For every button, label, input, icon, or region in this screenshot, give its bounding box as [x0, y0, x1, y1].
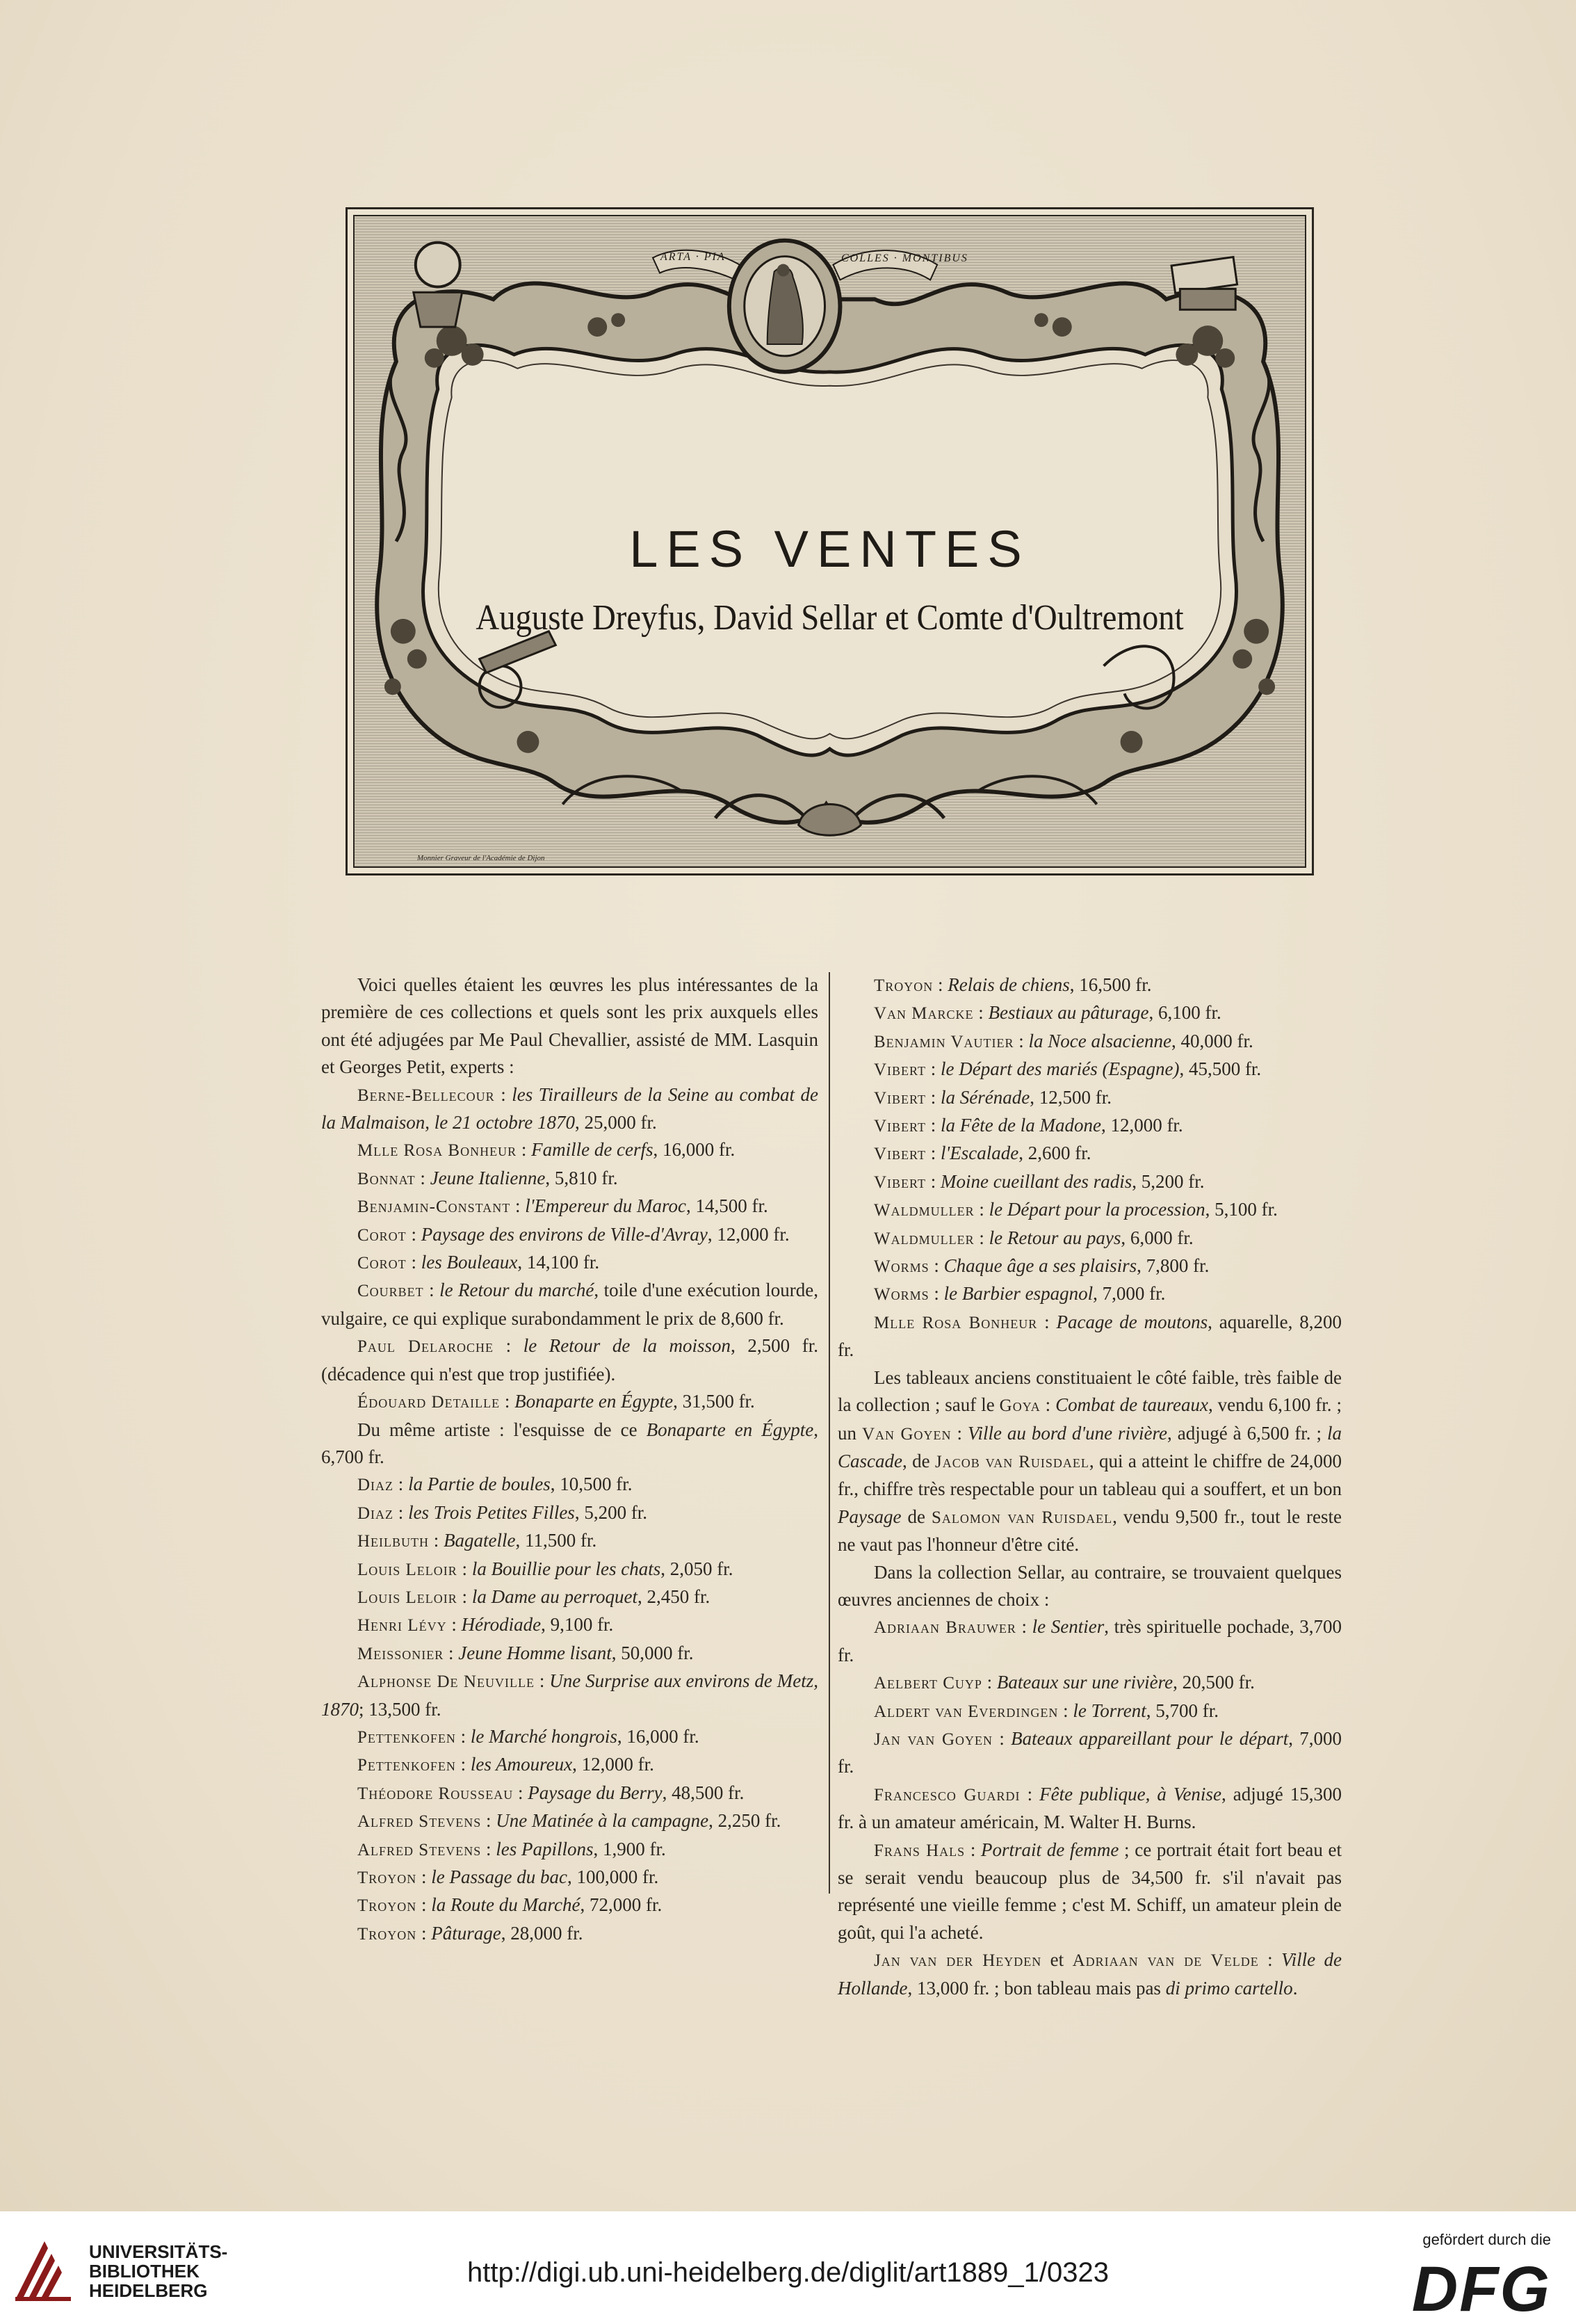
text-run: :	[925, 1143, 941, 1164]
paragraph	[838, 1559, 1342, 1614]
artist-name: Diaz	[357, 1503, 394, 1523]
text-run: , 16,000 fr.	[653, 1139, 736, 1161]
text-run: , 11,500 fr.	[515, 1530, 597, 1551]
artist-name: Alfred Stevens	[357, 1840, 482, 1859]
text-run: , 9,100 fr.	[541, 1614, 614, 1636]
paragraph	[838, 1168, 1342, 1196]
artist-name: Aelbert Cuyp	[874, 1674, 982, 1693]
text-run: :	[973, 1002, 989, 1024]
text-run: , 6,700 fr.	[321, 1419, 818, 1467]
right-text-column	[838, 971, 1342, 2002]
text-run: de	[901, 1506, 932, 1527]
artist-name: Jacob van Ruisdael	[935, 1452, 1089, 1471]
artist-name: Courbet	[357, 1282, 424, 1301]
artwork-title: la Partie de boules	[408, 1474, 551, 1495]
artwork-title: la Route du Marché	[431, 1894, 580, 1916]
paragraph	[321, 1527, 818, 1555]
text-run: , 5,200 fr.	[1132, 1170, 1205, 1192]
artwork-title: le Départ des mariés (Espagne)	[941, 1058, 1180, 1080]
artist-name: Paul Delaroche	[357, 1337, 494, 1357]
artwork-title: Paysage	[838, 1506, 902, 1527]
paragraph	[321, 1388, 818, 1416]
engraved-frame	[353, 215, 1306, 868]
artwork-title: la Cascade	[838, 1422, 1342, 1471]
artist-name: Troyon	[357, 1896, 417, 1916]
artwork-title: l'Empereur du Maroc	[525, 1195, 686, 1217]
paragraph	[321, 1640, 818, 1668]
artist-name: Goya	[999, 1396, 1041, 1416]
paragraph	[321, 1136, 818, 1164]
permalink-url[interactable]: http://digi.ub.uni-heidelberg.de/diglit/art1889_1/0323	[467, 2257, 1109, 2288]
text-run: :	[951, 1422, 968, 1444]
artwork-title: Pacage de moutons	[1056, 1311, 1208, 1332]
text-run: , 40,000 fr.	[1171, 1030, 1253, 1051]
text-run: ; 13,500 fr.	[359, 1698, 441, 1720]
artist-name: Worms	[874, 1257, 929, 1277]
paragraph	[838, 1697, 1342, 1725]
text-run: :	[416, 1922, 432, 1944]
text-run: :	[446, 1614, 462, 1636]
artwork-title: le Sentier	[1032, 1616, 1105, 1638]
artist-name: Édouard Detaille	[357, 1393, 501, 1412]
text-run: Voici quelles étaient les œuvres les plus intéressantes de la première de ces collections et quels sont les prix auxquels elles ont été adjugées par Me Paul Chevallier, assisté de MM. Lasquin et Georges Petit, experts :	[321, 974, 818, 1078]
text-run: , 2,250 fr.	[708, 1810, 781, 1832]
paragraph	[321, 1277, 818, 1332]
paragraph	[321, 1920, 818, 1948]
artist-name: Meissonier	[357, 1644, 444, 1663]
artwork-title: les Tirailleurs de la Seine au combat de la Malmaison, le 21 octobre 1870	[321, 1083, 818, 1133]
artwork-title: Pâturage	[431, 1922, 501, 1944]
page-subtitle: Auguste Dreyfus, David Sellar et Comte d'Oultremont	[476, 598, 1184, 638]
artist-name: Diaz	[357, 1476, 394, 1495]
artwork-title: Chaque âge a ses plaisirs	[943, 1255, 1137, 1277]
artwork-title: la Fête de la Madone	[941, 1115, 1101, 1136]
artwork-title: Bestiaux au pâturage	[988, 1002, 1149, 1024]
text-run: , 5,700 fr.	[1146, 1700, 1219, 1721]
text-run: :	[455, 1754, 471, 1775]
artist-name: Louis Leloir	[357, 1560, 457, 1579]
artist-name: Waldmuller	[874, 1229, 975, 1248]
artwork-title: Bonaparte en Égypte	[646, 1419, 814, 1440]
artwork-title: Relais de chiens	[948, 974, 1070, 995]
paragraph	[321, 1751, 818, 1779]
text-run: et	[1041, 1949, 1073, 1971]
artist-name: Salomon van Ruisdael	[931, 1508, 1113, 1527]
text-run: , adjugé 15,300 fr. à un amateur américain, M. Walter H. Burns.	[838, 1783, 1342, 1833]
paragraph	[838, 1140, 1342, 1168]
paragraph	[321, 1556, 818, 1583]
text-run: :	[974, 1199, 989, 1220]
text-run: , très spirituelle pochade, 3,700 fr.	[838, 1616, 1342, 1665]
artwork-title: le Torrent	[1073, 1700, 1146, 1721]
paragraph	[321, 1668, 818, 1723]
text-run: , aquarelle, 8,200 fr.	[838, 1311, 1342, 1361]
artwork-title: Ville au bord d'une rivière	[967, 1422, 1168, 1444]
artwork-title: Famille de cerfs	[531, 1139, 653, 1161]
text-run: , de	[902, 1450, 935, 1471]
text-run: Du même artiste : l'esquisse de ce	[357, 1419, 647, 1440]
text-run: :	[933, 974, 948, 995]
paragraph	[321, 1081, 818, 1137]
text-run: , vendu 9,500 fr., tout le reste ne vaut pas l'honneur d'être cité.	[838, 1506, 1342, 1556]
text-run: :	[416, 1894, 432, 1916]
artist-name: Troyon	[874, 976, 934, 995]
text-run: , 2,050 fr.	[660, 1558, 733, 1579]
artwork-title: le Passage du bac	[431, 1866, 568, 1887]
text-run: :	[393, 1501, 409, 1523]
artist-name: Van Marcke	[874, 1004, 974, 1024]
text-run: , 12,000 fr.	[707, 1223, 790, 1245]
text-run: , 100,000 fr.	[567, 1866, 659, 1887]
artist-name: Jan van Goyen	[874, 1729, 993, 1749]
text-run: :	[925, 1170, 941, 1192]
page-title: LES VENTES	[629, 520, 1030, 578]
artwork-title: Ville de Hollande	[838, 1949, 1342, 1999]
text-run: :	[929, 1255, 944, 1277]
text-run: :	[393, 1474, 409, 1495]
engraver-credit: Monnier Graveur de l'Académie de Dijon	[417, 854, 545, 862]
text-run: , 5,100 fr.	[1205, 1199, 1278, 1220]
text-run: :	[444, 1642, 459, 1663]
artwork-title: le Marché hongrois	[470, 1725, 617, 1747]
text-run: :	[929, 1283, 944, 1305]
artwork-title: Bateaux appareillant pour le départ	[1011, 1727, 1289, 1749]
artwork-title: les Papillons	[496, 1838, 594, 1859]
text-run: , 16,000 fr.	[617, 1725, 699, 1747]
text-run: , 20,500 fr.	[1173, 1672, 1255, 1693]
text-run: :	[517, 1139, 532, 1161]
paragraph	[838, 1112, 1342, 1140]
text-run: :	[925, 1086, 941, 1108]
text-run: , 7,000 fr.	[1093, 1283, 1166, 1305]
library-name-line1: UNIVERSITÄTS-	[89, 2241, 228, 2262]
text-run: :	[513, 1782, 528, 1803]
paragraph	[321, 1780, 818, 1807]
text-run: .	[1292, 1977, 1298, 1999]
artist-name: Théodore Rousseau	[357, 1784, 514, 1803]
text-run: :	[423, 1280, 440, 1301]
artwork-title: les Trois Petites Filles	[408, 1501, 575, 1523]
text-run: , 7,000 fr.	[838, 1727, 1342, 1777]
artist-name: Vibert	[874, 1145, 926, 1164]
dfg-logo: DFG	[1411, 2254, 1551, 2324]
text-run: :	[982, 1672, 997, 1693]
text-run: :	[494, 1083, 512, 1105]
text-run: :	[925, 1058, 941, 1080]
artwork-title: le Barbier espagnol	[943, 1283, 1094, 1305]
artist-name: Vibert	[874, 1172, 926, 1192]
text-run: :	[415, 1167, 430, 1188]
artwork-title: le Retour de la moisson	[523, 1335, 731, 1357]
text-run: :	[1020, 1783, 1040, 1805]
text-run: :	[974, 1227, 989, 1248]
artwork-title: Jeune Italienne	[430, 1167, 546, 1188]
paragraph	[321, 1583, 818, 1611]
paragraph	[838, 971, 1342, 999]
artwork-title: les Bouleaux	[421, 1252, 518, 1273]
text-run: , 48,500 fr.	[662, 1782, 745, 1803]
text-run: , 12,000 fr.	[1100, 1115, 1183, 1136]
paragraph	[838, 1280, 1342, 1308]
text-run: Dans la collection Sellar, au contraire, se trouvaient quelques œuvres anciennes de choix :	[838, 1561, 1342, 1610]
artist-name: Aldert van Everdingen	[874, 1702, 1059, 1721]
text-run: Les tableaux anciens constituaient le côté faible, très faible de la collection ; sauf le	[838, 1366, 1342, 1416]
text-run: , 45,500 fr.	[1179, 1058, 1262, 1080]
artist-name: Mlle Rosa Bonheur	[874, 1313, 1038, 1332]
artist-name: Frans Hals	[874, 1841, 966, 1860]
artist-name: Troyon	[357, 1924, 417, 1944]
artwork-title: le Départ pour la procession	[989, 1199, 1205, 1220]
paragraph	[838, 1613, 1342, 1669]
text-run: , 5,810 fr.	[545, 1167, 618, 1188]
artist-name: Benjamin Vautier	[874, 1032, 1014, 1051]
text-run: ; ce portrait était fort beau et se serait vendu beaucoup plus de 34,500 fr. s'il n'avait pas représenté une vieille femme ; c'est M. Schiff, un amateur plein de goût, qui l'a acheté.	[838, 1839, 1342, 1943]
text-run: :	[993, 1727, 1012, 1749]
text-run: , 2,500 fr. (décadence qui n'est que trop justifiée).	[321, 1335, 818, 1385]
text-run: , 28,000 fr.	[501, 1922, 583, 1944]
paragraph	[321, 1221, 818, 1249]
artwork-title: Paysage du Berry	[528, 1782, 663, 1803]
paragraph	[321, 1807, 818, 1835]
paragraph	[838, 1725, 1342, 1781]
artist-name: Pettenkofen	[357, 1756, 456, 1775]
digitization-footer	[0, 2211, 1576, 2324]
paragraph	[321, 1471, 818, 1499]
text-run: , 50,000 fr.	[611, 1642, 694, 1663]
artwork-title: Fête publique, à Venise	[1039, 1783, 1221, 1805]
paragraph	[321, 1723, 818, 1751]
artwork-title: Jeune Homme lisant	[458, 1642, 612, 1663]
artwork-title: Bonaparte en Égypte	[514, 1391, 674, 1412]
paragraph	[838, 1781, 1342, 1837]
artwork-title: la Sérénade	[941, 1086, 1030, 1108]
left-text-column	[321, 971, 818, 1948]
text-run: , 12,000 fr.	[572, 1754, 654, 1775]
text-run: , qui a atteint le chiffre de 24,000 fr., chiffre très respectable pour un tableau qui a souffert, et un bon	[838, 1450, 1342, 1500]
library-name-line3: HEIDELBERG	[89, 2280, 208, 2301]
artist-name: Bonnat	[357, 1169, 416, 1188]
text-run: , adjugé à 6,500 fr. ;	[1167, 1422, 1327, 1444]
paragraph	[838, 1669, 1342, 1697]
artist-name: Henri Lévy	[357, 1616, 447, 1636]
paragraph	[321, 1417, 818, 1471]
text-run: , 13,000 fr. ; bon tableau mais pas	[907, 1977, 1166, 1999]
paragraph	[321, 1836, 818, 1864]
artwork-title: Une Surprise aux environs de Metz, 1870	[321, 1670, 818, 1720]
artist-name: Alfred Stevens	[357, 1812, 482, 1832]
text-run: :	[406, 1252, 421, 1273]
paragraph	[838, 999, 1342, 1027]
artwork-title: le Retour au pays	[989, 1227, 1121, 1248]
artist-name: Corot	[357, 1254, 407, 1273]
artist-name: Heilbuth	[357, 1532, 430, 1551]
text-run: :	[1014, 1030, 1029, 1051]
title-cartouche	[346, 207, 1314, 875]
artwork-title: la Bouillie pour les chats	[471, 1558, 661, 1579]
artwork-title: Une Matinée à la campagne	[496, 1810, 709, 1832]
funding-label: gefördert durch die	[1422, 2231, 1551, 2248]
text-run: , 72,000 fr.	[580, 1894, 663, 1916]
text-run: :	[416, 1866, 432, 1887]
text-run: , 14,100 fr.	[517, 1252, 600, 1273]
text-run: :	[457, 1585, 472, 1607]
text-run: , toile d'une exécution lourde, vulgaire, ce qui explique surabondamment le prix de 8,600 fr.	[321, 1280, 818, 1329]
artwork-title: Bateaux sur une rivière	[996, 1672, 1173, 1693]
text-run: :	[510, 1195, 526, 1217]
text-run: , 1,900 fr.	[593, 1838, 666, 1859]
text-run: , 6,100 fr.	[1148, 1002, 1221, 1024]
artist-name: Berne-Bellecour	[357, 1086, 495, 1105]
text-run: , 5,200 fr.	[574, 1501, 648, 1523]
paragraph	[838, 1946, 1342, 2002]
text-run: :	[1037, 1311, 1057, 1332]
text-run: , 2,450 fr.	[637, 1585, 710, 1607]
artist-name: Vibert	[874, 1060, 926, 1080]
text-run: , 14,500 fr.	[685, 1195, 768, 1217]
paragraph	[321, 1193, 818, 1220]
artwork-title: la Noce alsacienne	[1028, 1030, 1171, 1051]
artwork-title: Portrait de femme	[981, 1839, 1119, 1860]
paragraph	[838, 1252, 1342, 1280]
text-run: :	[1058, 1700, 1073, 1721]
library-name-line2: BIBLIOTHEK	[89, 2261, 200, 2282]
text-run: :	[1040, 1394, 1056, 1416]
text-run: , vendu 6,100 fr. ; un	[838, 1394, 1342, 1444]
artwork-title: Moine cueillant des radis	[941, 1170, 1132, 1192]
artist-name: Jan van der Heyden	[874, 1951, 1042, 1971]
banner-left-motto: ARTA · PIA	[660, 251, 726, 263]
artist-name: Benjamin-Constant	[357, 1197, 511, 1217]
text-run: :	[925, 1115, 941, 1136]
column-divider	[829, 972, 830, 1894]
paragraph	[838, 1196, 1342, 1224]
text-run: :	[429, 1530, 444, 1551]
artwork-title: Bagatelle	[444, 1530, 516, 1551]
artist-name: Corot	[357, 1225, 407, 1245]
artwork-title: Hérodiade	[461, 1614, 542, 1636]
artist-name: Mlle Rosa Bonheur	[357, 1141, 517, 1161]
paragraph	[838, 1364, 1342, 1559]
artist-name: Adriaan Brauwer	[874, 1618, 1016, 1638]
paragraph	[838, 1225, 1342, 1252]
text-run: , 6,000 fr.	[1121, 1227, 1194, 1248]
paragraph	[321, 1332, 818, 1388]
text-run: :	[1016, 1616, 1032, 1638]
artist-name: Van Goyen	[861, 1424, 952, 1444]
paragraph	[321, 1611, 818, 1639]
text-run: , 16,500 fr.	[1069, 974, 1152, 995]
text-run: , 10,500 fr.	[550, 1474, 633, 1495]
paragraph	[321, 1891, 818, 1919]
artist-name: Vibert	[874, 1117, 926, 1136]
artwork-title: di primo cartello	[1165, 1977, 1293, 1999]
artist-name: Worms	[874, 1285, 929, 1305]
paragraph	[321, 1165, 818, 1193]
artist-name: Pettenkofen	[357, 1727, 456, 1747]
artist-name: Francesco Guardi	[874, 1785, 1021, 1805]
text-run: , 12,500 fr.	[1030, 1086, 1112, 1108]
text-run: :	[481, 1810, 496, 1832]
text-run: , 2,600 fr.	[1018, 1143, 1091, 1164]
artwork-title: Combat de taureaux	[1055, 1394, 1208, 1416]
text-run: :	[534, 1670, 550, 1692]
artist-name: Troyon	[357, 1869, 417, 1887]
paragraph	[321, 1499, 818, 1527]
artist-name: Alphonse De Neuville	[357, 1672, 535, 1692]
text-run: :	[455, 1725, 471, 1747]
artist-name: Vibert	[874, 1088, 926, 1108]
paragraph	[321, 971, 818, 1081]
text-run: :	[457, 1558, 472, 1579]
text-run: , 7,800 fr.	[1137, 1255, 1210, 1277]
artwork-title: le Retour du marché	[439, 1280, 594, 1301]
artwork-title: Paysage des environs de Ville-d'Avray	[421, 1223, 708, 1245]
text-run: :	[494, 1335, 523, 1357]
text-run: , 31,500 fr.	[673, 1391, 755, 1412]
paragraph	[838, 1028, 1342, 1056]
artwork-title: la Dame au perroquet	[471, 1585, 638, 1607]
banner-right-motto: COLLES · MONTIBUS	[841, 252, 968, 264]
paragraph	[838, 1056, 1342, 1083]
paragraph	[321, 1864, 818, 1891]
text-run: :	[406, 1223, 421, 1245]
artwork-title: les Amoureux	[470, 1754, 573, 1775]
paragraph	[321, 1249, 818, 1277]
text-run: :	[481, 1838, 496, 1859]
artist-name: Louis Leloir	[357, 1588, 457, 1607]
paragraph	[838, 1837, 1342, 1947]
text-run: , 25,000 fr.	[574, 1112, 657, 1133]
text-run: :	[500, 1391, 515, 1412]
artist-name: Adriaan van de Velde	[1072, 1951, 1259, 1971]
paragraph	[838, 1309, 1342, 1364]
text-run: :	[1258, 1949, 1282, 1971]
paragraph	[838, 1084, 1342, 1112]
text-run: :	[965, 1839, 982, 1860]
artist-name: Waldmuller	[874, 1201, 975, 1220]
artwork-title: l'Escalade	[941, 1143, 1019, 1164]
